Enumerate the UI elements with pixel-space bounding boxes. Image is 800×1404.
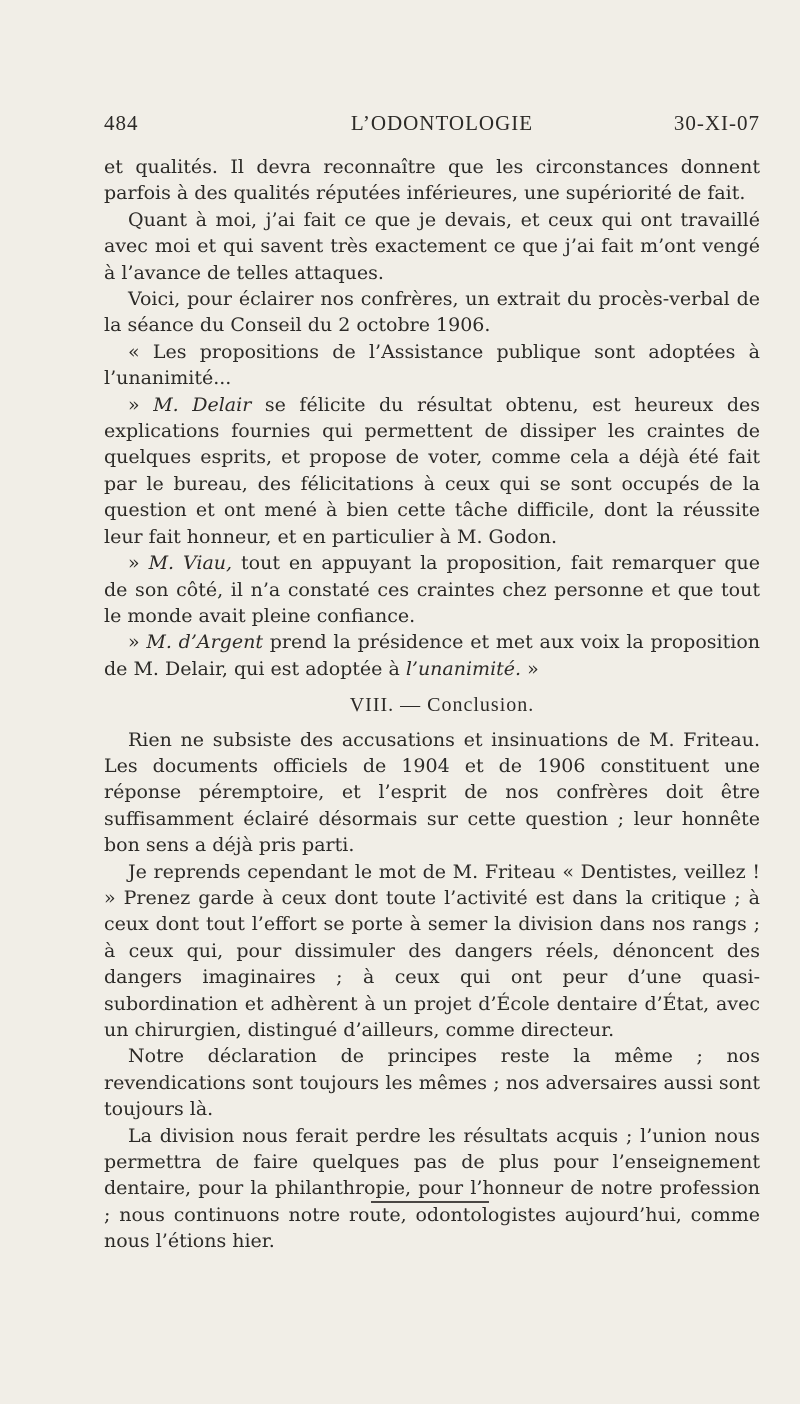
- quote-mark: »: [128, 393, 154, 416]
- paragraph: et qualités. Il devra reconnaître que les circonstances donnent parfois à des qualités réputées inférieures, une supériorité de fait.: [104, 156, 760, 205]
- page-number: 484: [104, 111, 139, 135]
- quote-close: »: [521, 657, 539, 680]
- end-rule: [371, 1201, 489, 1203]
- quote-paragraph: « Les propositions de l’Assistance publique sont adoptées à l’unanimité...: [104, 340, 760, 390]
- paragraph: Rien ne subsiste des accusations et insinuations de M. Friteau. Les documents officiels de 1904 et de 1906 constituent une réponse péremptoire, et l’esprit de nos confrères doit être suffisamment éclairé désormais sur cette question ; leur honnête bon sens a déjà pris parti.: [104, 728, 760, 857]
- paragraph: La division nous ferait perdre les résultats acquis ; l’union nous permettra de faire quelques pas de plus pour l’enseignement dentaire, pour la philanthropie, pour l’honneur de notre profession ; nous continuons notre route, odontologistes aujourd’hui, comme nous l’étions hier.: [104, 1124, 760, 1253]
- paragraph: Notre déclaration de principes reste la même ; nos revendications sont toujours les mêmes ; nos adversaires aussi sont toujours là.: [104, 1045, 760, 1121]
- speaker-name: M. Viau,: [148, 552, 233, 575]
- quote-mark: »: [128, 631, 147, 654]
- quote-paragraph: [104, 629, 760, 682]
- speaker-name: M. d’Argent: [146, 631, 263, 654]
- quote-paragraph: [104, 392, 760, 550]
- page-body: [104, 154, 760, 1255]
- issue-date: 30-XI-07: [673, 111, 760, 135]
- page-header: [104, 111, 760, 145]
- running-title: L’ODONTOLOGIE: [350, 111, 534, 135]
- quote-paragraph: [104, 550, 760, 629]
- speaker-name: M. Delair: [153, 393, 252, 416]
- emphasis: l’unanimité.: [405, 657, 522, 680]
- paragraph: Je reprends cependant le mot de M. Friteau « Dentistes, veillez ! » Prenez garde à ceux dont toute l’activité est dans la critique ; à ceux dont tout l’effort se porte à semer la division dans nos rangs ; à ceux qui, pour dissimuler des dangers réels, dénoncent des dangers imaginaires ; à ceux qui ont peur d’une quasi-subordination et adhèrent à un projet d’École dentaire d’État, avec un chirurgien, distingué d’ailleurs, comme directeur.: [104, 860, 760, 1041]
- quote-mark: »: [128, 552, 149, 575]
- quote-text: se félicite du résultat obtenu, est heureux des explications fournies qui permettent de dissiper les craintes de quelques esprits, et propose de voter, comme cela a déjà été fait par le bureau, des félicitations à ceux qui se sont occupés de la question et ont mené à bien cette tâche difficile, dont la réussite leur fait honneur, et en particulier à M. Godon.: [104, 393, 760, 548]
- paragraph: Quant à moi, j’ai fait ce que je devais, et ceux qui ont travaillé avec moi et qui savent très exactement ce que j’ai fait m’ont vengé à l’avance de telles attaques.: [104, 208, 760, 284]
- quote-text: prend la présidence et met aux voix la proposition de M. Delair, qui est adoptée à: [104, 631, 760, 680]
- section-heading: VIII. — Conclusion.: [349, 694, 535, 717]
- paragraph: Voici, pour éclairer nos confrères, un extrait du procès-verbal de la séance du Conseil du 2 octobre 1906.: [104, 288, 760, 337]
- quote-text: tout en appuyant la proposition, fait remarquer que de son côté, il n’a constaté ces craintes chez personne et que tout le monde avait pleine confiance.: [104, 552, 760, 627]
